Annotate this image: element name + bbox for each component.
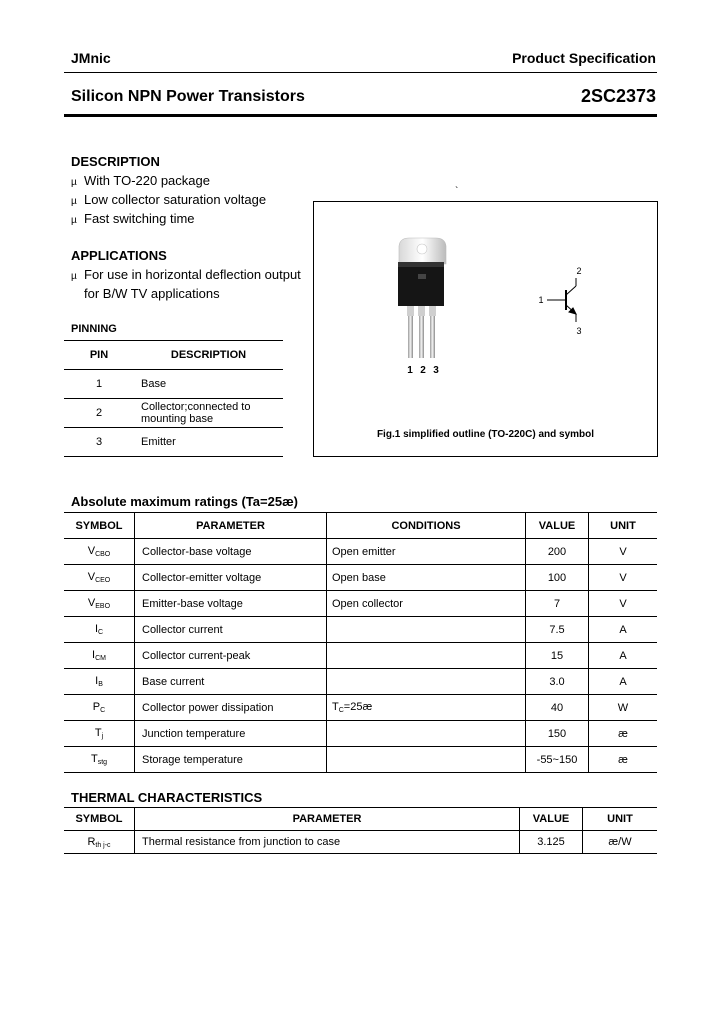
pinning-heading: PINNING [71, 323, 117, 335]
parameter-column-header: PARAMETER [135, 808, 520, 831]
conditions-cell [327, 643, 526, 669]
description-text: Low collector saturation voltage [84, 192, 267, 207]
conditions-cell [327, 721, 526, 747]
value-cell: 200 [526, 539, 589, 565]
conditions-cell: Open emitter [327, 539, 526, 565]
unit-cell: W [589, 695, 658, 721]
unit-cell: æ/W [583, 831, 658, 854]
pin-number: 3 [64, 428, 134, 457]
parameter-cell: Storage temperature [135, 747, 327, 773]
unit-column-header: UNIT [583, 808, 658, 831]
description-text: Fast switching time [84, 211, 195, 226]
part-number: 2SC2373 [580, 86, 656, 106]
table-row [64, 669, 657, 695]
parameter-cell: Emitter-base voltage [135, 591, 327, 617]
bullet-icon: µ [71, 215, 77, 226]
applications-item [71, 267, 301, 282]
description-item [71, 211, 195, 226]
value-cell: 3.0 [526, 669, 589, 695]
thermal-table [64, 807, 657, 854]
unit-cell: A [589, 669, 658, 695]
pin-label-1: 1 [407, 365, 413, 376]
unit-cell: V [589, 539, 658, 565]
parameter-cell: Collector current [135, 617, 327, 643]
symbol-cell: $R_{th j-c}$ [64, 831, 135, 854]
symbol-cell: $T_{stg}$ [64, 747, 135, 773]
table-row [64, 721, 657, 747]
conditions-cell: Open collector [327, 591, 526, 617]
parameter-cell: Thermal resistance from junction to case [135, 831, 520, 854]
value-column-header: VALUE [520, 808, 583, 831]
symbol-column-header: SYMBOL [64, 513, 135, 539]
pin-description: Base [134, 370, 283, 399]
conditions-cell: $T_C=25æ$ [327, 695, 526, 721]
symbol-cell: $I_C$ [64, 617, 135, 643]
pin-number: 2 [64, 399, 134, 428]
package-body [398, 262, 444, 306]
parameter-cell: Junction temperature [135, 721, 327, 747]
table-row [64, 370, 283, 399]
symbol-label-base: 1 [538, 295, 544, 305]
symbol-cell: $V_{CBO}$ [64, 539, 135, 565]
conditions-cell [327, 617, 526, 643]
parameter-column-header: PARAMETER [135, 513, 327, 539]
table-row [64, 643, 657, 669]
pin-number: 1 [64, 370, 134, 399]
npn-transistor-symbol-icon [547, 278, 576, 322]
bullet-icon: µ [71, 196, 77, 207]
to220-package-illustration [314, 202, 657, 456]
value-cell: 40 [526, 695, 589, 721]
pin-label-2: 2 [420, 365, 426, 376]
ratings-table [64, 512, 657, 773]
value-cell: 3.125 [520, 831, 583, 854]
parameter-cell: Collector-base voltage [135, 539, 327, 565]
unit-cell: V [589, 565, 658, 591]
unit-cell: A [589, 617, 658, 643]
value-cell: 7.5 [526, 617, 589, 643]
bullet-icon: µ [71, 177, 77, 188]
conditions-cell [327, 747, 526, 773]
figure-box [313, 201, 658, 457]
bullet-icon: µ [71, 271, 77, 282]
symbol-cell: $V_{EBO}$ [64, 591, 135, 617]
stray-mark: ` [455, 186, 459, 197]
pin-column-header: PIN [64, 341, 134, 370]
table-row [64, 428, 283, 457]
value-cell: 150 [526, 721, 589, 747]
ratings-heading: Absolute maximum ratings (Ta=25æ) [71, 494, 298, 509]
description-item [71, 192, 266, 207]
pin-label-3: 3 [433, 365, 439, 376]
symbol-label-collector: 2 [576, 266, 582, 276]
pinning-table [64, 340, 283, 457]
pin-description: Collector;connected to mounting base [134, 399, 283, 428]
parameter-cell: Collector power dissipation [135, 695, 327, 721]
parameter-cell: Collector current-peak [135, 643, 327, 669]
symbol-cell: $I_B$ [64, 669, 135, 695]
table-row [64, 539, 657, 565]
unit-column-header: UNIT [589, 513, 658, 539]
parameter-cell: Base current [135, 669, 327, 695]
symbol-column-header: SYMBOL [64, 808, 135, 831]
conditions-column-header: CONDITIONS [327, 513, 526, 539]
table-row [64, 565, 657, 591]
description-text: With TO-220 package [84, 173, 210, 188]
value-cell: 100 [526, 565, 589, 591]
applications-text: For use in horizontal deflection output [84, 267, 301, 282]
thermal-heading: THERMAL CHARACTERISTICS [71, 790, 263, 805]
table-row [64, 747, 657, 773]
spec-label: Product Specification [512, 50, 656, 66]
applications-heading: APPLICATIONS [71, 248, 167, 263]
value-cell: -55~150 [526, 747, 589, 773]
table-row [64, 695, 657, 721]
title-rule [64, 114, 657, 117]
table-row [64, 617, 657, 643]
description-heading: DESCRIPTION [71, 154, 160, 169]
symbol-cell: $I_{CM}$ [64, 643, 135, 669]
table-row [64, 399, 283, 428]
parameter-cell: Collector-emitter voltage [135, 565, 327, 591]
table-row [64, 591, 657, 617]
figure-caption: Fig.1 simplified outline (TO-220C) and symbol [376, 429, 595, 440]
symbol-cell: $P_C$ [64, 695, 135, 721]
applications-text-cont: for B/W TV applications [84, 286, 220, 301]
page-title: Silicon NPN Power Transistors [71, 88, 305, 105]
mounting-hole [417, 244, 427, 254]
symbol-cell: $V_{CEO}$ [64, 565, 135, 591]
unit-cell: V [589, 591, 658, 617]
conditions-cell: Open base [327, 565, 526, 591]
value-column-header: VALUE [526, 513, 589, 539]
symbol-label-emitter: 3 [576, 326, 582, 336]
symbol-cell: $T_j$ [64, 721, 135, 747]
unit-cell: æ [589, 747, 658, 773]
value-cell: 7 [526, 591, 589, 617]
description-item [71, 173, 210, 188]
description-column-header: DESCRIPTION [134, 341, 283, 370]
conditions-cell [327, 669, 526, 695]
brand-name: JMnic [71, 50, 111, 66]
unit-cell: æ [589, 721, 658, 747]
pin-description: Emitter [134, 428, 283, 457]
unit-cell: A [589, 643, 658, 669]
header-rule [64, 72, 657, 73]
table-row [64, 831, 657, 854]
value-cell: 15 [526, 643, 589, 669]
